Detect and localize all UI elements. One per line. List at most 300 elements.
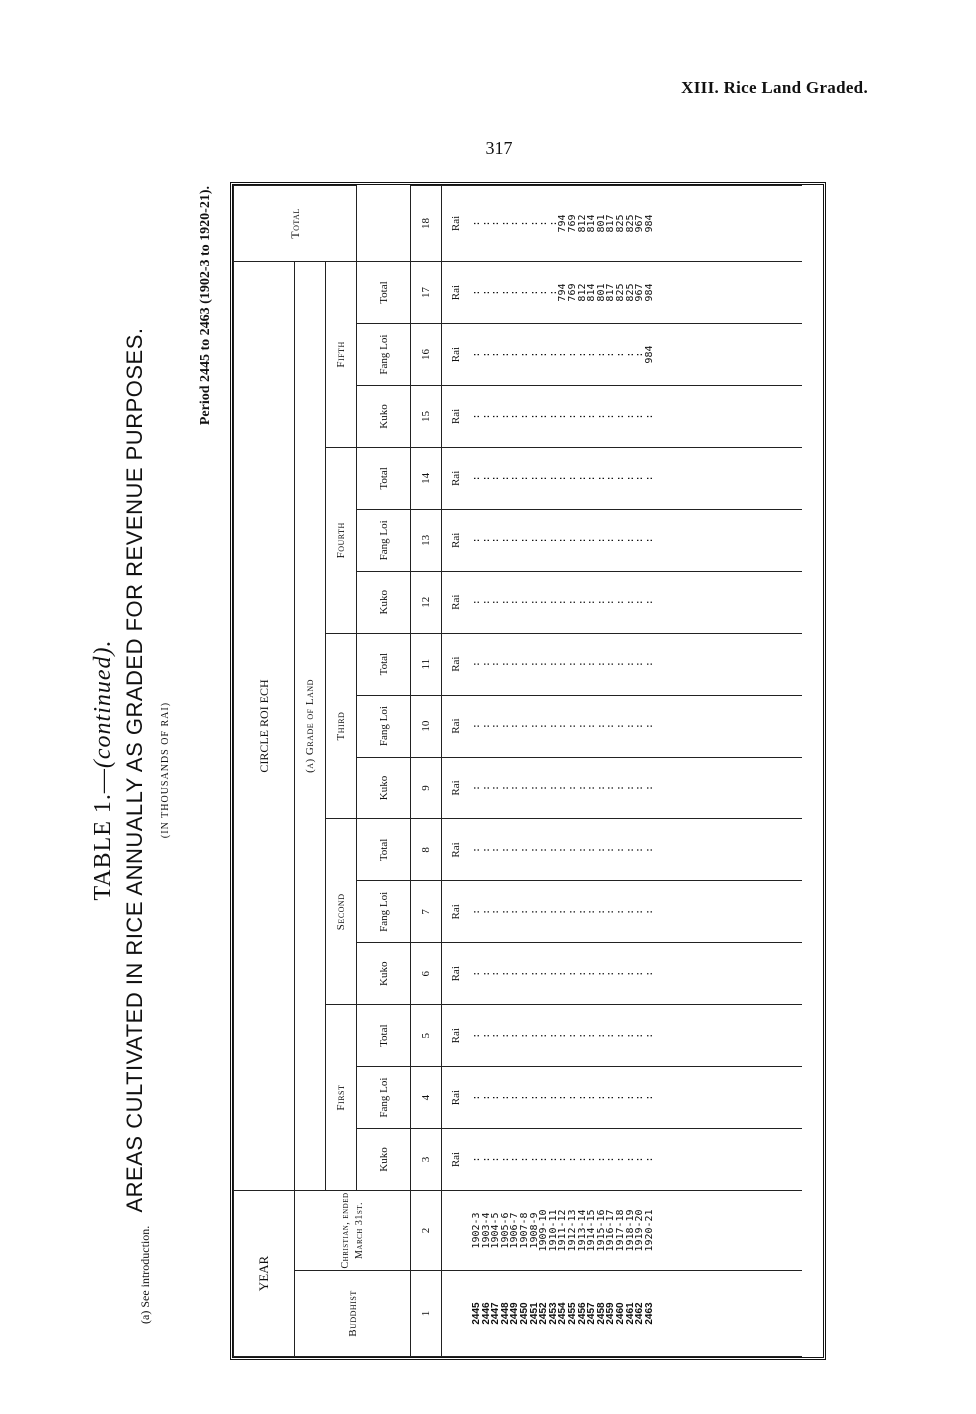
grade-fifth: Fifth bbox=[326, 262, 357, 448]
cell-value: : bbox=[595, 599, 607, 606]
cell-value: : bbox=[471, 599, 482, 606]
cell-value: : bbox=[576, 599, 588, 606]
cell-value: : bbox=[509, 537, 521, 544]
buddhist-header: Buddhist bbox=[295, 1271, 411, 1357]
sub-kuko: Kuko bbox=[357, 1129, 411, 1191]
sub-kuko: Kuko bbox=[357, 386, 411, 448]
cell-value: : bbox=[499, 220, 511, 227]
cell-value: : bbox=[547, 661, 559, 668]
cell-value: : bbox=[471, 537, 482, 544]
cell-value: : bbox=[566, 1032, 578, 1039]
cell-value: : bbox=[499, 351, 511, 358]
cell-value: 794 bbox=[557, 283, 569, 302]
cell-value: : bbox=[624, 475, 636, 482]
cell-value: : bbox=[490, 908, 502, 915]
data-column bbox=[442, 881, 802, 943]
cell-value: 2450 bbox=[518, 1302, 530, 1325]
cell-value: : bbox=[586, 1156, 598, 1163]
cell-value: 2453 bbox=[547, 1302, 559, 1325]
cell-value: : bbox=[528, 475, 540, 482]
cell-value: : bbox=[566, 351, 578, 358]
cell-value: : bbox=[557, 661, 569, 668]
cell-value: : bbox=[557, 970, 569, 977]
cell-value: : bbox=[634, 1094, 646, 1101]
cell-value: 1910-11 bbox=[547, 1209, 559, 1252]
cell-value: : bbox=[595, 1032, 607, 1039]
cell-value: 1906-7 bbox=[509, 1212, 521, 1249]
cell-value: : bbox=[471, 1032, 482, 1039]
cell-value: : bbox=[499, 908, 511, 915]
cell-value: : bbox=[480, 413, 492, 420]
sub-fang-loi: Fang Loi bbox=[357, 1067, 411, 1129]
cell-value: : bbox=[480, 537, 492, 544]
cell-value: : bbox=[518, 784, 530, 792]
cell-value: : bbox=[576, 784, 588, 792]
cell-value: : bbox=[624, 970, 636, 977]
cell-value: : bbox=[643, 908, 655, 915]
cell-value: : bbox=[471, 970, 482, 977]
cell-value: : bbox=[576, 1156, 588, 1163]
data-table-frame bbox=[230, 182, 826, 1360]
cell-value: : bbox=[518, 475, 530, 482]
data-column bbox=[442, 509, 802, 571]
column-number: 4 bbox=[411, 1067, 442, 1129]
cell-value: : bbox=[586, 351, 598, 358]
unit-label: Rai bbox=[450, 718, 462, 734]
cell-value: : bbox=[499, 1094, 511, 1101]
column-number: 13 bbox=[411, 509, 442, 571]
cell-value: : bbox=[480, 475, 492, 482]
section-header: XIII. Rice Land Graded. bbox=[681, 78, 868, 97]
cell-value: : bbox=[566, 846, 578, 853]
column-number: 18 bbox=[411, 186, 442, 262]
cell-value: : bbox=[471, 784, 482, 792]
cell-value: : bbox=[576, 661, 588, 668]
cell-value: : bbox=[643, 846, 655, 853]
cell-value: : bbox=[547, 1032, 559, 1039]
cell-value: : bbox=[480, 661, 492, 668]
cell-value: : bbox=[614, 537, 626, 544]
cell-value: 1907-8 bbox=[518, 1212, 530, 1249]
cell-value: : bbox=[518, 723, 530, 730]
grade-second: Second bbox=[326, 819, 357, 1005]
column-number: 16 bbox=[411, 324, 442, 386]
cell-value: : bbox=[528, 351, 540, 358]
cell-value: : bbox=[557, 1032, 569, 1039]
cell-value: : bbox=[586, 1094, 598, 1101]
cell-value: : bbox=[509, 846, 521, 853]
cell-value: : bbox=[471, 661, 482, 668]
cell-value: : bbox=[490, 475, 502, 482]
cell-value: : bbox=[595, 537, 607, 544]
sub-total: Total bbox=[357, 262, 411, 324]
cell-value: : bbox=[480, 1094, 492, 1101]
cell-value: : bbox=[586, 599, 598, 606]
cell-value: 1919-20 bbox=[634, 1209, 646, 1252]
cell-value: : bbox=[595, 413, 607, 420]
table-title-prefix: TABLE 1.— bbox=[90, 768, 116, 901]
cell-value: : bbox=[528, 723, 540, 730]
cell-value: 967 bbox=[634, 283, 646, 302]
column-number: 14 bbox=[411, 447, 442, 509]
cell-value: : bbox=[605, 1094, 617, 1101]
column-number: 1 bbox=[411, 1271, 442, 1357]
cell-value: : bbox=[634, 784, 646, 792]
cell-value: 825 bbox=[614, 214, 626, 233]
cell-value: : bbox=[634, 1156, 646, 1163]
cell-value: : bbox=[528, 1094, 540, 1101]
cell-value: : bbox=[518, 413, 530, 420]
cell-value: : bbox=[614, 784, 626, 792]
data-column bbox=[442, 695, 802, 757]
cell-value: : bbox=[528, 413, 540, 420]
cell-value: : bbox=[566, 661, 578, 668]
cell-value: : bbox=[518, 846, 530, 853]
cell-value: : bbox=[576, 908, 588, 915]
cell-value: 2447 bbox=[490, 1302, 502, 1325]
cell-value: 984 bbox=[643, 283, 655, 302]
cell-value: 2455 bbox=[566, 1302, 578, 1325]
cell-value: : bbox=[634, 970, 646, 977]
cell-value: : bbox=[538, 220, 550, 227]
cell-value: : bbox=[490, 537, 502, 544]
cell-value: : bbox=[509, 970, 521, 977]
cell-value: : bbox=[614, 413, 626, 420]
cell-value: : bbox=[471, 846, 482, 853]
cell-value: : bbox=[538, 908, 550, 915]
data-column bbox=[442, 571, 802, 633]
column-number: 10 bbox=[411, 695, 442, 757]
table-title bbox=[90, 180, 117, 1360]
cell-value: : bbox=[547, 846, 559, 853]
cell-value: : bbox=[634, 908, 646, 915]
cell-value: : bbox=[538, 1156, 550, 1163]
cell-value: : bbox=[586, 846, 598, 853]
cell-value: : bbox=[547, 220, 559, 227]
cell-value: : bbox=[471, 351, 482, 358]
cell-value: : bbox=[595, 784, 607, 792]
cell-value: : bbox=[547, 537, 559, 544]
cell-value: : bbox=[490, 289, 502, 296]
cell-value: : bbox=[643, 970, 655, 977]
cell-value: : bbox=[576, 1094, 588, 1101]
cell-value: : bbox=[490, 599, 502, 606]
cell-value: 2461 bbox=[624, 1302, 636, 1325]
unit-label: Rai bbox=[450, 966, 462, 982]
cell-value: : bbox=[490, 351, 502, 358]
grade-first: First bbox=[326, 1005, 357, 1191]
cell-value: : bbox=[586, 908, 598, 915]
cell-value: : bbox=[605, 1156, 617, 1163]
cell-value: : bbox=[624, 723, 636, 730]
unit-label: Rai bbox=[450, 215, 462, 232]
sub-fang-loi: Fang Loi bbox=[357, 509, 411, 571]
cell-value: : bbox=[614, 1032, 626, 1039]
cell-value: : bbox=[624, 1032, 636, 1039]
cell-value: : bbox=[480, 784, 492, 792]
sub-total: Total bbox=[357, 1005, 411, 1067]
column-number: 5 bbox=[411, 1005, 442, 1067]
cell-value: : bbox=[547, 1094, 559, 1101]
cell-value: : bbox=[499, 784, 511, 792]
cell-value: : bbox=[634, 723, 646, 730]
cell-value: : bbox=[634, 846, 646, 853]
cell-value: : bbox=[614, 661, 626, 668]
cell-value: : bbox=[614, 970, 626, 977]
cell-value: : bbox=[538, 351, 550, 358]
cell-value: 769 bbox=[566, 214, 578, 233]
cell-value: : bbox=[547, 784, 559, 792]
cell-value: : bbox=[586, 970, 598, 977]
data-column bbox=[442, 186, 802, 262]
sub-total: Total bbox=[357, 819, 411, 881]
cell-value: : bbox=[480, 908, 492, 915]
sub-total: Total bbox=[357, 633, 411, 695]
cell-value: : bbox=[547, 908, 559, 915]
cell-value: : bbox=[480, 351, 492, 358]
unit-label: Rai bbox=[450, 1151, 462, 1168]
cell-value: : bbox=[576, 846, 588, 853]
grade-fourth: Fourth bbox=[326, 447, 357, 633]
cell-value: : bbox=[528, 537, 540, 544]
cell-value: 2457 bbox=[586, 1302, 598, 1325]
cell-value: : bbox=[480, 1032, 492, 1039]
cell-value: 2460 bbox=[614, 1302, 626, 1325]
cell-value: : bbox=[528, 289, 540, 296]
unit-label: Rai bbox=[450, 904, 462, 920]
cell-value: : bbox=[471, 1156, 482, 1163]
cell-value: : bbox=[624, 1156, 636, 1163]
cell-value: : bbox=[605, 475, 617, 482]
column-number: 11 bbox=[411, 633, 442, 695]
column-number: 17 bbox=[411, 262, 442, 324]
cell-value: : bbox=[557, 908, 569, 915]
cell-value: : bbox=[538, 1094, 550, 1101]
cell-value: : bbox=[557, 475, 569, 482]
cell-value: 2456 bbox=[576, 1302, 588, 1325]
cell-value: 1914-15 bbox=[586, 1209, 598, 1252]
cell-value: : bbox=[614, 1156, 626, 1163]
cell-value: : bbox=[557, 537, 569, 544]
sub-fang-loi: Fang Loi bbox=[357, 695, 411, 757]
cell-value: : bbox=[557, 1156, 569, 1163]
cell-value: : bbox=[605, 599, 617, 606]
data-column bbox=[442, 1190, 802, 1270]
cell-value: : bbox=[643, 1032, 655, 1039]
cell-value: 812 bbox=[576, 283, 588, 302]
cell-value: : bbox=[576, 1032, 588, 1039]
cell-value: : bbox=[499, 599, 511, 606]
cell-value: : bbox=[634, 661, 646, 668]
cell-value: : bbox=[566, 599, 578, 606]
cell-value: : bbox=[499, 723, 511, 730]
cell-value: : bbox=[634, 1032, 646, 1039]
cell-value: : bbox=[509, 475, 521, 482]
cell-value: 1902-3 bbox=[471, 1212, 482, 1249]
cell-value: : bbox=[566, 908, 578, 915]
circle-header: CIRCLE ROI ECH bbox=[234, 262, 295, 1191]
cell-value: 817 bbox=[605, 214, 617, 233]
column-number: 9 bbox=[411, 757, 442, 819]
cell-value: : bbox=[518, 537, 530, 544]
cell-value: : bbox=[509, 351, 521, 358]
cell-value: : bbox=[614, 475, 626, 482]
cell-value: : bbox=[490, 970, 502, 977]
cell-value: 814 bbox=[586, 214, 598, 233]
cell-value: : bbox=[480, 289, 492, 296]
cell-value: : bbox=[528, 1156, 540, 1163]
cell-value: : bbox=[518, 661, 530, 668]
cell-value: : bbox=[471, 413, 482, 420]
cell-value: 1915-16 bbox=[595, 1209, 607, 1252]
cell-value: : bbox=[586, 413, 598, 420]
cell-value: : bbox=[528, 661, 540, 668]
cell-value: : bbox=[605, 784, 617, 792]
cell-value: 2446 bbox=[480, 1302, 492, 1325]
cell-value: 2451 bbox=[528, 1302, 540, 1325]
cell-value: : bbox=[566, 723, 578, 730]
cell-value: : bbox=[499, 537, 511, 544]
cell-value: : bbox=[643, 475, 655, 482]
data-column bbox=[442, 262, 802, 324]
cell-value: : bbox=[538, 970, 550, 977]
cell-value: : bbox=[557, 351, 569, 358]
cell-value: : bbox=[566, 784, 578, 792]
cell-value: : bbox=[528, 784, 540, 792]
cell-value: : bbox=[557, 1094, 569, 1101]
cell-value: : bbox=[471, 475, 482, 482]
cell-value: : bbox=[490, 220, 502, 227]
cell-value: 1908-9 bbox=[528, 1212, 540, 1249]
cell-value: : bbox=[614, 908, 626, 915]
cell-value: : bbox=[643, 784, 655, 792]
data-column bbox=[442, 633, 802, 695]
cell-value: : bbox=[643, 537, 655, 544]
cell-value: : bbox=[509, 289, 521, 296]
cell-value: : bbox=[624, 784, 636, 792]
unit-label: Rai bbox=[450, 656, 462, 672]
cell-value: 1917-18 bbox=[614, 1209, 626, 1252]
data-column bbox=[442, 447, 802, 509]
table-subtitle: AREAS CULTIVATED IN RICE ANNUALLY AS GRADED FOR REVENUE PURPOSES. bbox=[122, 327, 147, 1213]
period-note: Period 2445 to 2463 (1902-3 to 1920-21). bbox=[198, 186, 213, 426]
sub-fang-loi: Fang Loi bbox=[357, 324, 411, 386]
cell-value: : bbox=[643, 1094, 655, 1101]
cell-value: : bbox=[614, 351, 626, 358]
cell-value: : bbox=[509, 599, 521, 606]
column-number: 6 bbox=[411, 943, 442, 1005]
cell-value: 967 bbox=[634, 214, 646, 233]
cell-value: : bbox=[490, 846, 502, 853]
cell-value: : bbox=[624, 537, 636, 544]
cell-value: : bbox=[490, 1094, 502, 1101]
data-column bbox=[442, 1129, 802, 1191]
data-column bbox=[442, 943, 802, 1005]
cell-value: : bbox=[595, 723, 607, 730]
cell-value: : bbox=[557, 599, 569, 606]
cell-value: 812 bbox=[576, 214, 588, 233]
cell-value: : bbox=[499, 846, 511, 853]
unit-label: Rai bbox=[450, 284, 462, 301]
cell-value: : bbox=[586, 784, 598, 792]
cell-value: : bbox=[518, 1032, 530, 1039]
cell-value: : bbox=[471, 1094, 482, 1101]
sub-kuko: Kuko bbox=[357, 757, 411, 819]
cell-value: : bbox=[634, 599, 646, 606]
cell-value: : bbox=[595, 1156, 607, 1163]
cell-value: : bbox=[595, 1094, 607, 1101]
column-number-row bbox=[411, 186, 442, 1357]
cell-value: : bbox=[528, 599, 540, 606]
cell-value: : bbox=[499, 1032, 511, 1039]
cell-value: : bbox=[538, 723, 550, 730]
cell-value: : bbox=[547, 599, 559, 606]
sub-fang-loi: Fang Loi bbox=[357, 881, 411, 943]
cell-value: : bbox=[557, 723, 569, 730]
cell-value: : bbox=[634, 475, 646, 482]
column-number: 3 bbox=[411, 1129, 442, 1191]
cell-value: : bbox=[509, 784, 521, 792]
cell-value: : bbox=[576, 475, 588, 482]
cell-value: : bbox=[566, 1094, 578, 1101]
cell-value: : bbox=[538, 846, 550, 853]
rice-land-table bbox=[233, 185, 802, 1357]
cell-value: : bbox=[576, 413, 588, 420]
cell-value: : bbox=[614, 723, 626, 730]
cell-value: : bbox=[509, 413, 521, 420]
cell-value: : bbox=[518, 599, 530, 606]
cell-value: : bbox=[557, 784, 569, 792]
cell-value: : bbox=[586, 475, 598, 482]
cell-value: : bbox=[518, 908, 530, 915]
cell-value: : bbox=[499, 413, 511, 420]
cell-value: : bbox=[538, 599, 550, 606]
cell-value: 801 bbox=[595, 214, 607, 233]
cell-value: : bbox=[509, 1032, 521, 1039]
footnote: (a) See introduction. bbox=[138, 1225, 152, 1324]
cell-value: 2449 bbox=[509, 1302, 521, 1325]
cell-value: : bbox=[634, 351, 646, 358]
cell-value: : bbox=[518, 1094, 530, 1101]
cell-value: 769 bbox=[566, 283, 578, 302]
cell-value: : bbox=[490, 661, 502, 668]
cell-value: : bbox=[586, 661, 598, 668]
cell-value: 1911-12 bbox=[557, 1209, 569, 1252]
cell-value: : bbox=[634, 413, 646, 420]
cell-value: 1904-5 bbox=[490, 1212, 502, 1249]
cell-value: : bbox=[624, 351, 636, 358]
cell-value: : bbox=[480, 723, 492, 730]
unit-label: Rai bbox=[450, 1028, 462, 1044]
cell-value: : bbox=[566, 1156, 578, 1163]
page-number: 317 bbox=[485, 138, 513, 158]
cell-value: : bbox=[509, 723, 521, 730]
cell-value: : bbox=[547, 289, 559, 296]
sub-total: Total bbox=[357, 447, 411, 509]
cell-value: : bbox=[605, 908, 617, 915]
cell-value: : bbox=[509, 1156, 521, 1163]
data-column bbox=[442, 1271, 802, 1357]
year-header: YEAR bbox=[234, 1190, 295, 1356]
cell-value: : bbox=[480, 970, 492, 977]
cell-value: : bbox=[614, 846, 626, 853]
unit-label: Rai bbox=[450, 780, 462, 796]
cell-value: : bbox=[605, 846, 617, 853]
cell-value: 1918-19 bbox=[624, 1209, 636, 1252]
table-title-continued: (continued). bbox=[90, 639, 116, 769]
cell-value: : bbox=[595, 661, 607, 668]
cell-value: : bbox=[643, 723, 655, 730]
